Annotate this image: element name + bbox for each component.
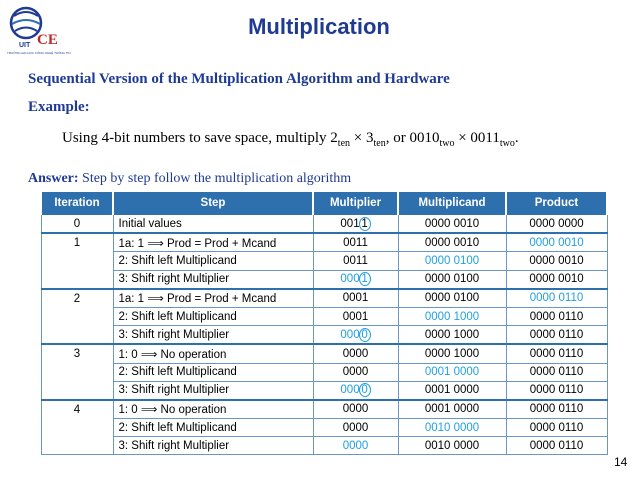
multiplicand-cell: 0001 0000 bbox=[398, 400, 506, 419]
step-cell: 1a: 1 ⟹ Prod = Prod + Mcand bbox=[113, 289, 313, 308]
multiplier-cell bbox=[313, 270, 398, 289]
multiplicand-cell: 0001 0000 bbox=[398, 381, 506, 400]
product-cell: 0000 0110 bbox=[506, 326, 607, 345]
table-row bbox=[41, 437, 607, 455]
iteration-cell bbox=[41, 307, 113, 325]
multiplier-cell bbox=[313, 214, 398, 233]
step-cell: 3: Shift right Multiplier bbox=[113, 381, 313, 400]
dept-label: CE bbox=[37, 32, 58, 48]
table-row bbox=[41, 400, 607, 419]
problem-statement: Using 4-bit numbers to save space, multiply $2_{ten} \times 3_{ten}$, or $0010_{two} \times 0011_{two}$. bbox=[62, 130, 519, 149]
table-row bbox=[41, 326, 607, 345]
product-cell: 0000 0010 bbox=[506, 233, 607, 252]
product-cell: 0000 0110 bbox=[506, 381, 607, 400]
multiplier-cell: 0011 bbox=[313, 233, 398, 252]
circled-bit: 1 bbox=[359, 217, 371, 231]
table-row bbox=[41, 270, 607, 289]
step-cell: 3: Shift right Multiplier bbox=[113, 270, 313, 289]
product-cell: 0000 0010 bbox=[506, 270, 607, 289]
multiplier-bits: 000 0 bbox=[340, 384, 370, 396]
answer-line bbox=[28, 171, 351, 187]
multiplication-table bbox=[40, 192, 608, 455]
example-label: Example: bbox=[28, 99, 90, 115]
multiplicand-cell: 0000 1000 bbox=[398, 307, 506, 325]
iteration-cell: 3 bbox=[41, 344, 113, 363]
product-cell: 0000 0010 bbox=[506, 252, 607, 270]
circled-bit: 1 bbox=[359, 272, 371, 286]
step-cell: 2: Shift left Multiplicand bbox=[113, 307, 313, 325]
circled-bit: 0 bbox=[359, 383, 371, 397]
iteration-cell: 1 bbox=[41, 233, 113, 252]
step-cell: 3: Shift right Multiplier bbox=[113, 437, 313, 455]
multiplier-cell: 0000 bbox=[313, 344, 398, 363]
table-row bbox=[41, 307, 607, 325]
table-row bbox=[41, 233, 607, 252]
iteration-cell bbox=[41, 437, 113, 455]
multiplier-cell: 0000 bbox=[313, 400, 398, 419]
multiplier-cell: 0000 bbox=[313, 437, 398, 455]
iteration-cell bbox=[41, 381, 113, 400]
page-number: 14 bbox=[614, 455, 628, 469]
iteration-cell: 2 bbox=[41, 289, 113, 308]
table-row bbox=[41, 344, 607, 363]
iteration-cell bbox=[41, 363, 113, 381]
slide-title: Multiplication bbox=[248, 14, 390, 39]
product-cell: 0000 0110 bbox=[506, 419, 607, 437]
header-multiplier: Multiplier bbox=[313, 192, 398, 214]
product-cell: 0000 0110 bbox=[506, 344, 607, 363]
table-row bbox=[41, 363, 607, 381]
step-cell: Initial values bbox=[113, 214, 313, 233]
circled-bit: 0 bbox=[359, 328, 371, 342]
multiplier-cell bbox=[313, 326, 398, 345]
header-step: Step bbox=[113, 192, 313, 214]
multiplier-bits: 000 0 bbox=[340, 329, 370, 341]
logo-subtext: TRƯỜNG ĐẠI HỌC CÔNG NGHỆ THÔNG TIN bbox=[7, 51, 71, 55]
table-row bbox=[41, 252, 607, 270]
table-row bbox=[41, 289, 607, 308]
multiplicand-cell: 0000 0010 bbox=[398, 214, 506, 233]
multiplicand-cell: 0001 0000 bbox=[398, 363, 506, 381]
answer-text: Step by step follow the multiplication algorithm bbox=[78, 171, 352, 186]
multiplicand-cell: 0000 1000 bbox=[398, 326, 506, 345]
step-cell: 2: Shift left Multiplicand bbox=[113, 419, 313, 437]
table-header-row bbox=[41, 192, 607, 214]
step-cell: 2: Shift left Multiplicand bbox=[113, 252, 313, 270]
product-cell: 0000 0110 bbox=[506, 289, 607, 308]
header-multiplicand: Multiplicand bbox=[398, 192, 506, 214]
multiplier-bits: 000 1 bbox=[340, 273, 370, 285]
multiplicand-cell: 0000 0100 bbox=[398, 270, 506, 289]
product-cell: 0000 0000 bbox=[506, 214, 607, 233]
multiplicand-cell: 0000 0100 bbox=[398, 289, 506, 308]
multiplicand-cell: 0010 0000 bbox=[398, 419, 506, 437]
step-cell: 1: 0 ⟹ No operation bbox=[113, 344, 313, 363]
iteration-cell bbox=[41, 326, 113, 345]
multiplier-cell: 0000 bbox=[313, 419, 398, 437]
product-cell: 0000 0110 bbox=[506, 437, 607, 455]
product-cell: 0000 0110 bbox=[506, 307, 607, 325]
iteration-cell bbox=[41, 419, 113, 437]
product-cell: 0000 0110 bbox=[506, 400, 607, 419]
iteration-cell: 4 bbox=[41, 400, 113, 419]
slide-subtitle: Sequential Version of the Multiplication Algorithm and Hardware bbox=[28, 71, 450, 87]
multiplier-cell: 0001 bbox=[313, 289, 398, 308]
multiplicand-cell: 0000 0010 bbox=[398, 233, 506, 252]
iteration-cell: 0 bbox=[41, 214, 113, 233]
multiplier-cell bbox=[313, 381, 398, 400]
logo-text: UIT bbox=[19, 42, 31, 49]
iteration-cell bbox=[41, 252, 113, 270]
header-iteration: Iteration bbox=[41, 192, 113, 214]
multiplicand-cell: 0010 0000 bbox=[398, 437, 506, 455]
multiplier-cell: 0011 bbox=[313, 252, 398, 270]
product-cell: 0000 0110 bbox=[506, 363, 607, 381]
multiplier-bits: 001 1 bbox=[340, 218, 370, 230]
table-row bbox=[41, 214, 607, 233]
step-cell: 2: Shift left Multiplicand bbox=[113, 363, 313, 381]
table-row bbox=[41, 381, 607, 400]
step-cell: 3: Shift right Multiplier bbox=[113, 326, 313, 345]
answer-label: Answer: bbox=[28, 171, 79, 186]
header-product: Product bbox=[506, 192, 607, 214]
multiplicand-cell: 0000 0100 bbox=[398, 252, 506, 270]
step-cell: 1a: 1 ⟹ Prod = Prod + Mcand bbox=[113, 233, 313, 252]
multiplier-cell: 0000 bbox=[313, 363, 398, 381]
table-row bbox=[41, 419, 607, 437]
step-cell: 1: 0 ⟹ No operation bbox=[113, 400, 313, 419]
multiplier-cell: 0001 bbox=[313, 307, 398, 325]
multiplicand-cell: 0000 1000 bbox=[398, 344, 506, 363]
iteration-cell bbox=[41, 270, 113, 289]
